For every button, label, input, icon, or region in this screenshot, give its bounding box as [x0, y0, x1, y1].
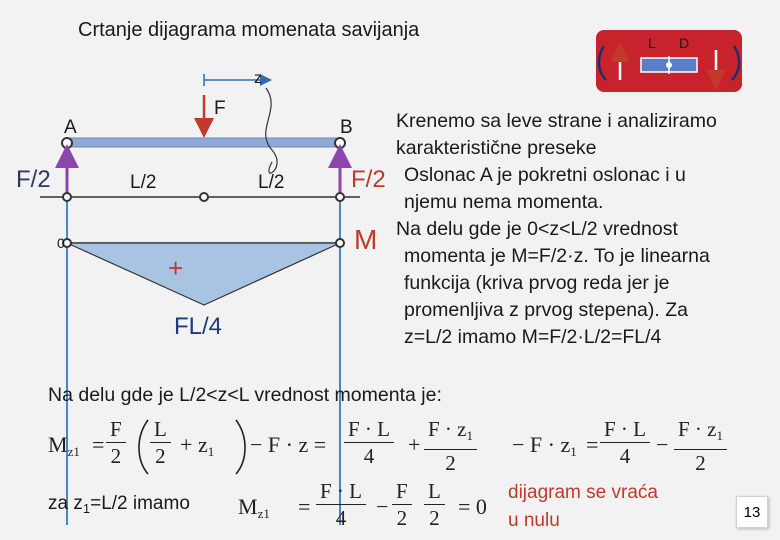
frac-num: [674, 418, 727, 450]
section-cut: [266, 88, 277, 173]
frac-num-sub: 1: [466, 428, 473, 443]
convention-label-left: L: [648, 35, 656, 51]
eq-minus-Fz1: [512, 432, 577, 460]
frac-den: 4: [619, 444, 631, 468]
paren-close-shape: [236, 420, 245, 474]
note-line-2: u nulu: [508, 510, 560, 531]
bottom-M-sub: z1: [257, 506, 270, 521]
frac-num: F: [392, 480, 412, 505]
frac-L-over-2: [150, 418, 171, 467]
moment-dot-right: [336, 239, 344, 247]
paragraph-line: promenljiva z prvog stepena). Za: [404, 299, 688, 321]
frac-num: F · L: [316, 480, 366, 505]
half-span-left: L/2: [130, 172, 157, 193]
moment-zero-label: 0: [57, 235, 65, 251]
paragraph-line: funkcija (kriva prvog reda jer je: [404, 272, 670, 294]
half-span-right: L/2: [258, 172, 285, 193]
frac-FL-over-4: [344, 418, 394, 467]
eq-M-sub: z1: [67, 444, 80, 459]
z-label: z: [254, 70, 262, 87]
frac-num: F · L: [600, 418, 650, 443]
convention-label-right: D: [679, 35, 690, 51]
reaction-A-label: F/2: [16, 166, 51, 193]
frac-num-sub: 1: [716, 428, 723, 443]
bottom-minus: −: [376, 494, 389, 519]
eq-minus-Fz1-text: − F · z: [512, 432, 571, 457]
dim-dot-right: [336, 193, 344, 201]
bottom-prefix-rest: =L/2 imamo: [90, 493, 190, 514]
support-B-label: B: [340, 117, 353, 138]
paragraph-line: z=L/2 imamo M=F/2·L/2=FL/4: [404, 326, 662, 348]
frac-Fz1-over-2-b: [674, 418, 727, 474]
support-A-label: A: [64, 117, 77, 138]
slide-title: Crtanje dijagrama momenata savijanja: [78, 19, 420, 41]
convention-dot: [666, 62, 672, 68]
dim-dot-left: [63, 193, 71, 201]
bottom-frac-FL-over-4: [316, 480, 366, 529]
paragraph-line: momenta je M=F/2·z. To je linearna: [404, 245, 710, 267]
beam: [66, 138, 343, 147]
bottom-M: [238, 494, 270, 522]
paren-open-shape: [139, 420, 148, 474]
support-A-pin: [62, 138, 72, 148]
paragraph-line: Krenemo sa leve strane i analiziramo: [396, 110, 717, 132]
frac-den: 2: [695, 451, 706, 475]
eq-plus-2: +: [408, 432, 421, 457]
bottom-prefix: [48, 493, 190, 516]
frac-num-text: F · z: [678, 417, 717, 441]
frac-num: [424, 418, 477, 450]
moment-area: [67, 243, 340, 305]
paragraph-line: karakteristične preseke: [396, 137, 597, 159]
frac-den: 2: [445, 451, 456, 475]
explanation-paragraph: [396, 108, 776, 351]
frac-den: 4: [335, 506, 347, 530]
frac-Fz1-over-2: [424, 418, 477, 474]
moment-label: M: [354, 224, 378, 255]
frac-num: L: [424, 480, 445, 505]
eq-minus-Fz: − F · z =: [250, 432, 327, 457]
paragraph-line: Oslonac A je pokretni oslonac i u: [404, 164, 686, 186]
frac-den: 2: [429, 506, 440, 530]
bottom-frac-F-over-2: [392, 480, 412, 529]
bottom-result: = 0: [458, 494, 487, 519]
frac-den: 2: [110, 444, 122, 468]
note-line-1: dijagram se vraća: [508, 482, 658, 503]
frac-num: L: [150, 418, 171, 443]
eq-z-sub: 1: [207, 444, 215, 459]
bottom-prefix-sub: 1: [82, 501, 91, 516]
bottom-equals: =: [298, 494, 311, 519]
frac-num: F: [106, 418, 126, 443]
eq-minus-Fz1-sub: 1: [570, 444, 577, 459]
page-number: 13: [736, 496, 768, 528]
dim-dot-mid: [200, 193, 208, 201]
frac-den: 2: [155, 444, 166, 468]
eq-z1: [198, 432, 214, 460]
reaction-B-label: F/2: [351, 166, 386, 193]
frac-den: 2: [396, 506, 408, 530]
frac-num: F · L: [344, 418, 394, 443]
frac-den: 4: [363, 444, 375, 468]
moment-sign: +: [168, 253, 184, 283]
frac-FL-over-4-b: [600, 418, 650, 467]
load-label: F: [214, 98, 226, 119]
second-part-text: Na delu gde je L/2<z<L vrednost momenta je:: [48, 384, 442, 406]
paragraph-line: Na delu gde je 0<z<L/2 vrednost: [396, 218, 678, 240]
paragraph-line: njemu nema momenta.: [404, 191, 604, 213]
eq-M: [48, 432, 80, 460]
eq-equals-2: =: [586, 432, 599, 457]
frac-F-over-2: [106, 418, 126, 467]
support-B-pin: [335, 138, 345, 148]
bottom-prefix-text: za z: [48, 493, 83, 514]
eq-equals-1: =: [92, 432, 105, 457]
eq-minus-2: −: [656, 432, 669, 457]
bottom-M-letter: M: [238, 494, 258, 519]
frac-num-text: F · z: [428, 417, 467, 441]
bottom-frac-L-over-2: [424, 480, 445, 529]
eq-z: z: [198, 432, 208, 457]
max-moment-label: FL/4: [174, 313, 223, 340]
eq-plus-1: +: [180, 432, 193, 457]
eq-M-letter: M: [48, 432, 68, 457]
